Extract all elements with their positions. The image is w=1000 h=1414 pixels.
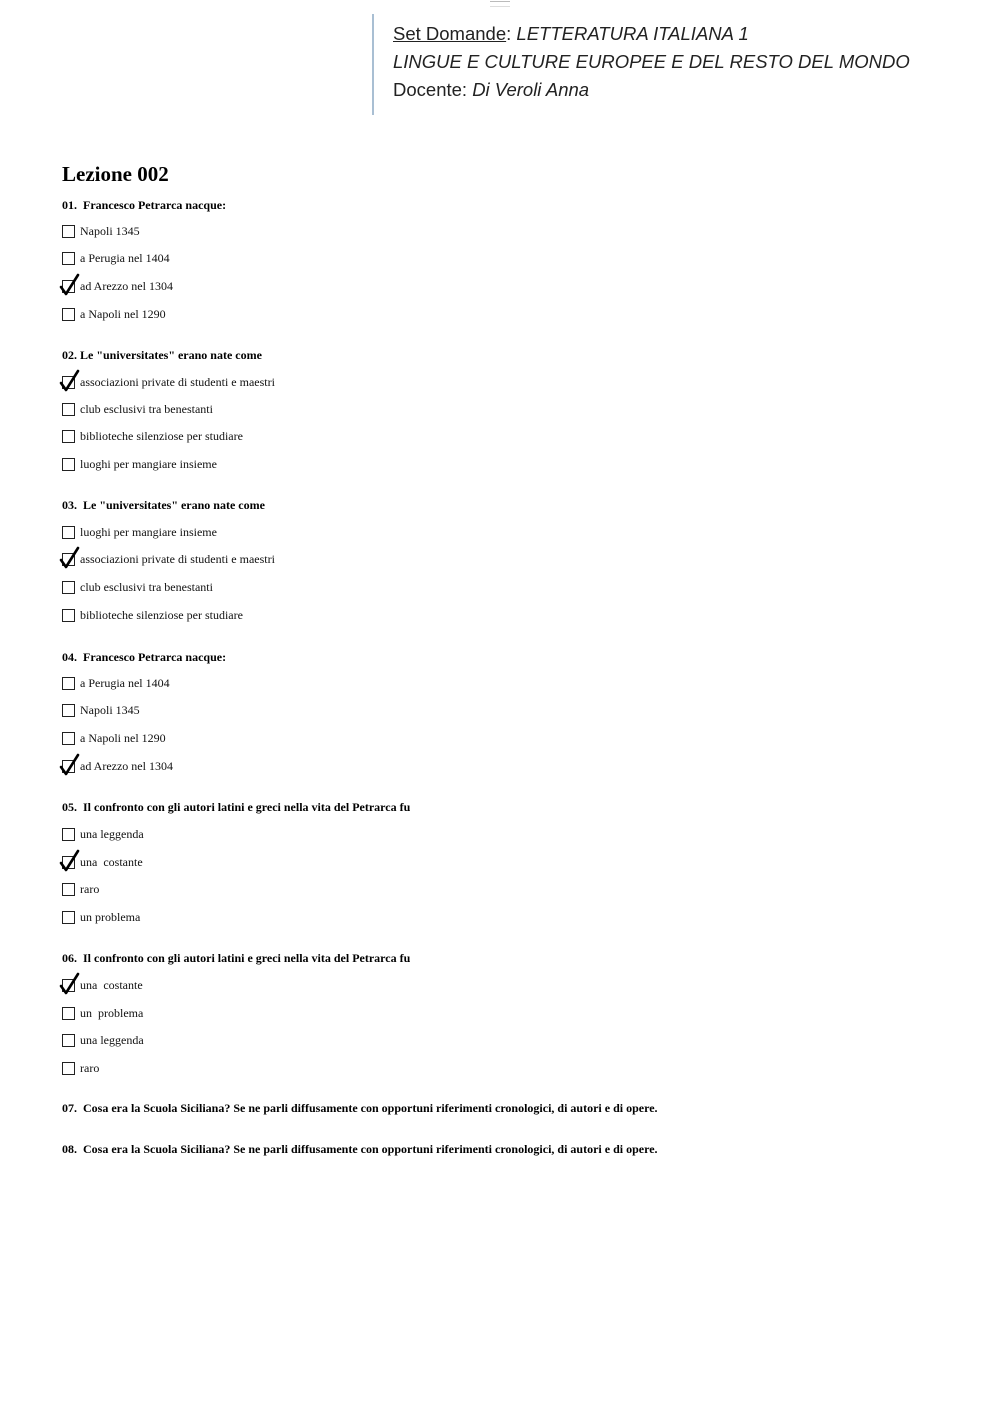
checkmark-icon (60, 546, 80, 570)
teacher-name: Di Veroli Anna (472, 79, 590, 100)
answer-option[interactable] (62, 250, 170, 266)
question-title: 07. Cosa era la Scuola Siciliana? Se ne parli diffusamente con opportuni riferimenti cronologici, di autori e di opere. (62, 1101, 658, 1115)
option-label: club esclusivi tra benestanti (80, 401, 213, 416)
checkbox[interactable] (62, 677, 75, 690)
option-label: a Napoli nel 1290 (80, 730, 166, 745)
document-header (372, 14, 910, 115)
answer-option[interactable] (62, 730, 166, 746)
option-label: una leggenda (80, 1032, 144, 1047)
question-title: 08. Cosa era la Scuola Siciliana? Se ne parli diffusamente con opportuni riferimenti cronologici, di autori e di opere. (62, 1142, 658, 1156)
checkbox[interactable] (62, 609, 75, 622)
question-title: 04. Francesco Petrarca nacque: (62, 650, 227, 664)
option-label: una costante (80, 977, 143, 992)
answer-option[interactable] (62, 579, 213, 595)
teacher-line (393, 76, 910, 104)
checkbox[interactable] (62, 828, 75, 841)
teacher-label: Docente: (393, 79, 473, 100)
checkbox[interactable] (62, 732, 75, 745)
option-label: ad Arezzo nel 1304 (80, 758, 173, 773)
checkbox[interactable] (62, 1062, 75, 1075)
answer-option[interactable] (62, 826, 144, 842)
answer-option[interactable] (62, 1032, 144, 1048)
checkbox[interactable] (62, 911, 75, 924)
checkbox[interactable] (62, 1034, 75, 1047)
set-line (393, 20, 910, 48)
answer-option[interactable] (62, 223, 140, 239)
answer-option[interactable] (62, 977, 143, 993)
answer-option[interactable] (62, 854, 143, 870)
option-label: una costante (80, 854, 143, 869)
question-title: 03. Le "universitates" erano nate come (62, 498, 265, 512)
option-label: luoghi per mangiare insieme (80, 524, 217, 539)
checkmark-icon (60, 753, 80, 777)
answer-option[interactable] (62, 702, 140, 718)
answer-option[interactable] (62, 758, 173, 774)
checkbox[interactable] (62, 979, 75, 992)
question-title: 05. Il confronto con gli autori latini e greci nella vita del Petrarca fu (62, 800, 411, 814)
checkmark-icon (60, 972, 80, 996)
checkbox[interactable] (62, 856, 75, 869)
answer-option[interactable] (62, 278, 173, 294)
checkbox[interactable] (62, 252, 75, 265)
checkmark-icon (60, 273, 80, 297)
checkbox[interactable] (62, 458, 75, 471)
checkmark-icon (60, 849, 80, 873)
question-title: 02. Le "universitates" erano nate come (62, 348, 262, 362)
checkbox[interactable] (62, 1007, 75, 1020)
option-label: associazioni private di studenti e maestri (80, 551, 275, 566)
option-label: biblioteche silenziose per studiare (80, 607, 243, 622)
answer-option[interactable] (62, 306, 166, 322)
page-top-mark (490, 1, 510, 7)
answer-option[interactable] (62, 1060, 99, 1076)
question-title: 06. Il confronto con gli autori latini e greci nella vita del Petrarca fu (62, 951, 411, 965)
set-separator: : (506, 23, 517, 44)
question-title: 01. Francesco Petrarca nacque: (62, 198, 227, 212)
option-label: a Perugia nel 1404 (80, 675, 170, 690)
checkbox[interactable] (62, 280, 75, 293)
option-label: club esclusivi tra benestanti (80, 579, 213, 594)
option-label: raro (80, 1060, 100, 1075)
checkmark-icon (60, 369, 80, 393)
option-label: luoghi per mangiare insieme (80, 456, 217, 471)
option-label: a Napoli nel 1290 (80, 306, 166, 321)
option-label: una leggenda (80, 826, 144, 841)
option-label: un problema (80, 909, 141, 924)
option-label: biblioteche silenziose per studiare (80, 428, 243, 443)
answer-option[interactable] (62, 675, 170, 691)
program-name: LINGUE E CULTURE EUROPEE E DEL RESTO DEL MONDO (393, 51, 910, 72)
option-label: raro (80, 881, 100, 896)
answer-option[interactable] (62, 551, 275, 567)
answer-option[interactable] (62, 456, 217, 472)
course-name: LETTERATURA ITALIANA 1 (516, 23, 749, 44)
checkbox[interactable] (62, 526, 75, 539)
option-label: ad Arezzo nel 1304 (80, 278, 173, 293)
option-label: a Perugia nel 1404 (80, 250, 170, 265)
option-label: Napoli 1345 (80, 223, 140, 238)
option-label: associazioni private di studenti e maestri (80, 374, 275, 389)
checkbox[interactable] (62, 581, 75, 594)
checkbox[interactable] (62, 430, 75, 443)
answer-option[interactable] (62, 401, 213, 417)
set-label: Set Domande (393, 23, 507, 44)
checkbox[interactable] (62, 704, 75, 717)
answer-option[interactable] (62, 428, 243, 444)
checkbox[interactable] (62, 403, 75, 416)
answer-option[interactable] (62, 374, 275, 390)
answer-option[interactable] (62, 524, 217, 540)
checkbox[interactable] (62, 883, 75, 896)
checkbox[interactable] (62, 308, 75, 321)
checkbox[interactable] (62, 376, 75, 389)
option-label: un problema (80, 1005, 144, 1020)
option-label: Napoli 1345 (80, 702, 140, 717)
answer-option[interactable] (62, 909, 140, 925)
checkbox[interactable] (62, 760, 75, 773)
answer-option[interactable] (62, 607, 243, 623)
checkbox[interactable] (62, 225, 75, 238)
answer-option[interactable] (62, 1005, 143, 1021)
answer-option[interactable] (62, 881, 99, 897)
checkbox[interactable] (62, 553, 75, 566)
lesson-title: Lezione 002 (62, 162, 169, 186)
